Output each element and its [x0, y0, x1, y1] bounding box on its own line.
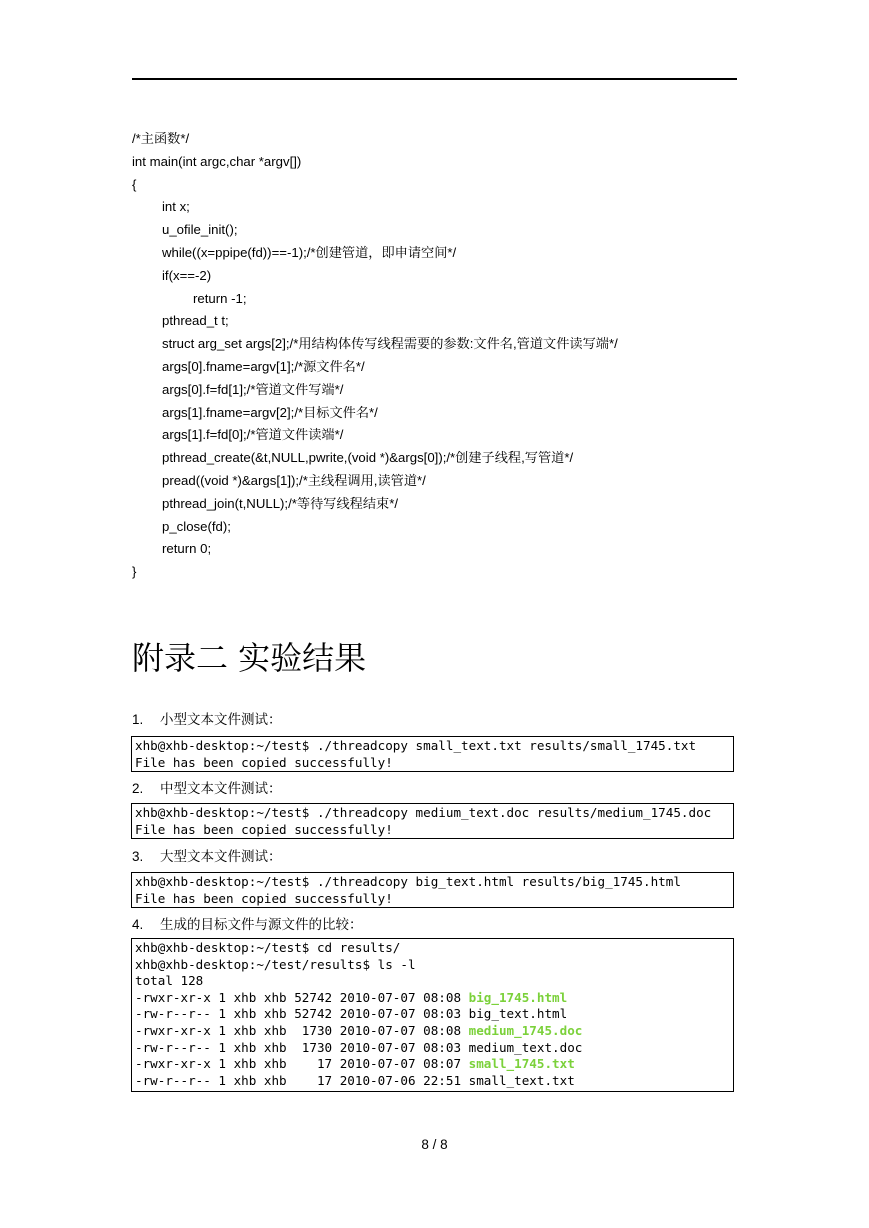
terminal-line: File has been copied successfully!: [135, 821, 393, 837]
code-line: args[0].fname=argv[1];/*源文件名*/: [162, 358, 365, 374]
listing-attributes: -rw-r--r-- 1 xhb xhb 17 2010-07-06 22:51: [135, 1072, 469, 1088]
terminal-line: total 128: [135, 973, 204, 989]
code-line: {: [132, 176, 137, 192]
step-number: 2.: [132, 781, 144, 796]
code-line: /*主函数*/: [132, 131, 190, 146]
code-line: args[0].f=fd[1];/*管道文件写端*/: [162, 381, 344, 397]
step-label: [132, 711, 282, 729]
listing-attributes: -rwxr-xr-x 1 xhb xhb 17 2010-07-07 08:07: [135, 1056, 469, 1072]
listing-filename: small_text.txt: [468, 1072, 575, 1088]
code-line: return -1;: [193, 290, 247, 306]
step-text: 中型文本文件测试：: [160, 781, 282, 796]
step-label: [132, 780, 282, 798]
terminal-output: [131, 803, 734, 839]
step-text: 大型文本文件测试：: [160, 849, 282, 864]
listing-row: [135, 990, 733, 1007]
terminal-line: File has been copied successfully!: [135, 890, 393, 906]
terminal-output: [131, 736, 734, 772]
terminal-output: [131, 938, 734, 1092]
code-line: if(x==-2): [162, 267, 212, 283]
listing-attributes: -rw-r--r-- 1 xhb xhb 52742 2010-07-07 08:03: [135, 1006, 469, 1022]
listing-filename: big_text.html: [468, 1006, 568, 1022]
step-text: 小型文本文件测试：: [160, 712, 282, 727]
code-line: pthread_t t;: [162, 313, 229, 329]
listing-attributes: -rw-r--r-- 1 xhb xhb 1730 2010-07-07 08:03: [135, 1039, 469, 1055]
code-line: int x;: [162, 199, 190, 215]
listing-row: [135, 1073, 733, 1090]
listing-filename-highlighted: big_1745.html: [468, 989, 568, 1005]
terminal-line: xhb@xhb-desktop:~/test$ ./threadcopy big_text.html results/big_1745.html: [135, 874, 681, 889]
terminal-line: xhb@xhb-desktop:~/test$ ./threadcopy medium_text.doc results/medium_1745.doc: [135, 805, 712, 820]
code-line: args[1].fname=argv[2];/*目标文件名*/: [162, 404, 378, 420]
code-line: p_close(fd);: [162, 518, 231, 534]
step-label: [132, 848, 282, 866]
listing-filename-highlighted: small_1745.txt: [468, 1056, 575, 1072]
section-heading: 附录二 实验结果: [132, 639, 367, 677]
terminal-output: [131, 872, 734, 908]
code-line: pthread_create(&t,NULL,pwrite,(void *)&args[0]);/*创建子线程,写管道*/: [162, 450, 574, 466]
terminal-line: xhb@xhb-desktop:~/test$ cd results/: [135, 940, 401, 955]
terminal-line: xhb@xhb-desktop:~/test$ ./threadcopy small_text.txt results/small_1745.txt: [135, 738, 697, 753]
code-line: pread((void *)&args[1]);/*主线程调用,读管道*/: [162, 472, 426, 488]
listing-row: [135, 1006, 733, 1023]
code-line: while((x=ppipe(fd))==-1);/*创建管道，即申请空间*/: [162, 244, 457, 260]
code-line: }: [132, 564, 137, 580]
listing-row: [135, 1056, 733, 1073]
step-number: 1.: [132, 712, 144, 727]
terminal-line: xhb@xhb-desktop:~/test/results$ ls -l: [135, 956, 416, 972]
listing-filename: medium_text.doc: [468, 1039, 583, 1055]
step-label: [132, 916, 363, 934]
listing-row: [135, 1040, 733, 1057]
code-line: struct arg_set args[2];/*用结构体传写线程需要的参数:文件名,管道文件读写端*/: [162, 336, 618, 352]
code-line: u_ofile_init();: [162, 222, 238, 238]
code-block: [132, 128, 752, 584]
step-number: 4.: [132, 917, 144, 932]
step-number: 3.: [132, 849, 144, 864]
code-line: pthread_join(t,NULL);/*等待写线程结束*/: [162, 495, 398, 511]
listing-filename-highlighted: medium_1745.doc: [468, 1022, 583, 1038]
code-line: int main(int argc,char *argv[]): [132, 153, 302, 169]
listing-row: [135, 1023, 733, 1040]
header-rule: [132, 78, 737, 80]
code-line: return 0;: [162, 541, 212, 557]
page-number: 8 / 8: [421, 1137, 448, 1152]
listing-attributes: -rwxr-xr-x 1 xhb xhb 52742 2010-07-07 08:08: [135, 989, 469, 1005]
terminal-line: File has been copied successfully!: [135, 754, 393, 770]
code-line: args[1].f=fd[0];/*管道文件读端*/: [162, 427, 344, 443]
listing-attributes: -rwxr-xr-x 1 xhb xhb 1730 2010-07-07 08:08: [135, 1022, 469, 1038]
step-text: 生成的目标文件与源文件的比较：: [160, 917, 363, 932]
